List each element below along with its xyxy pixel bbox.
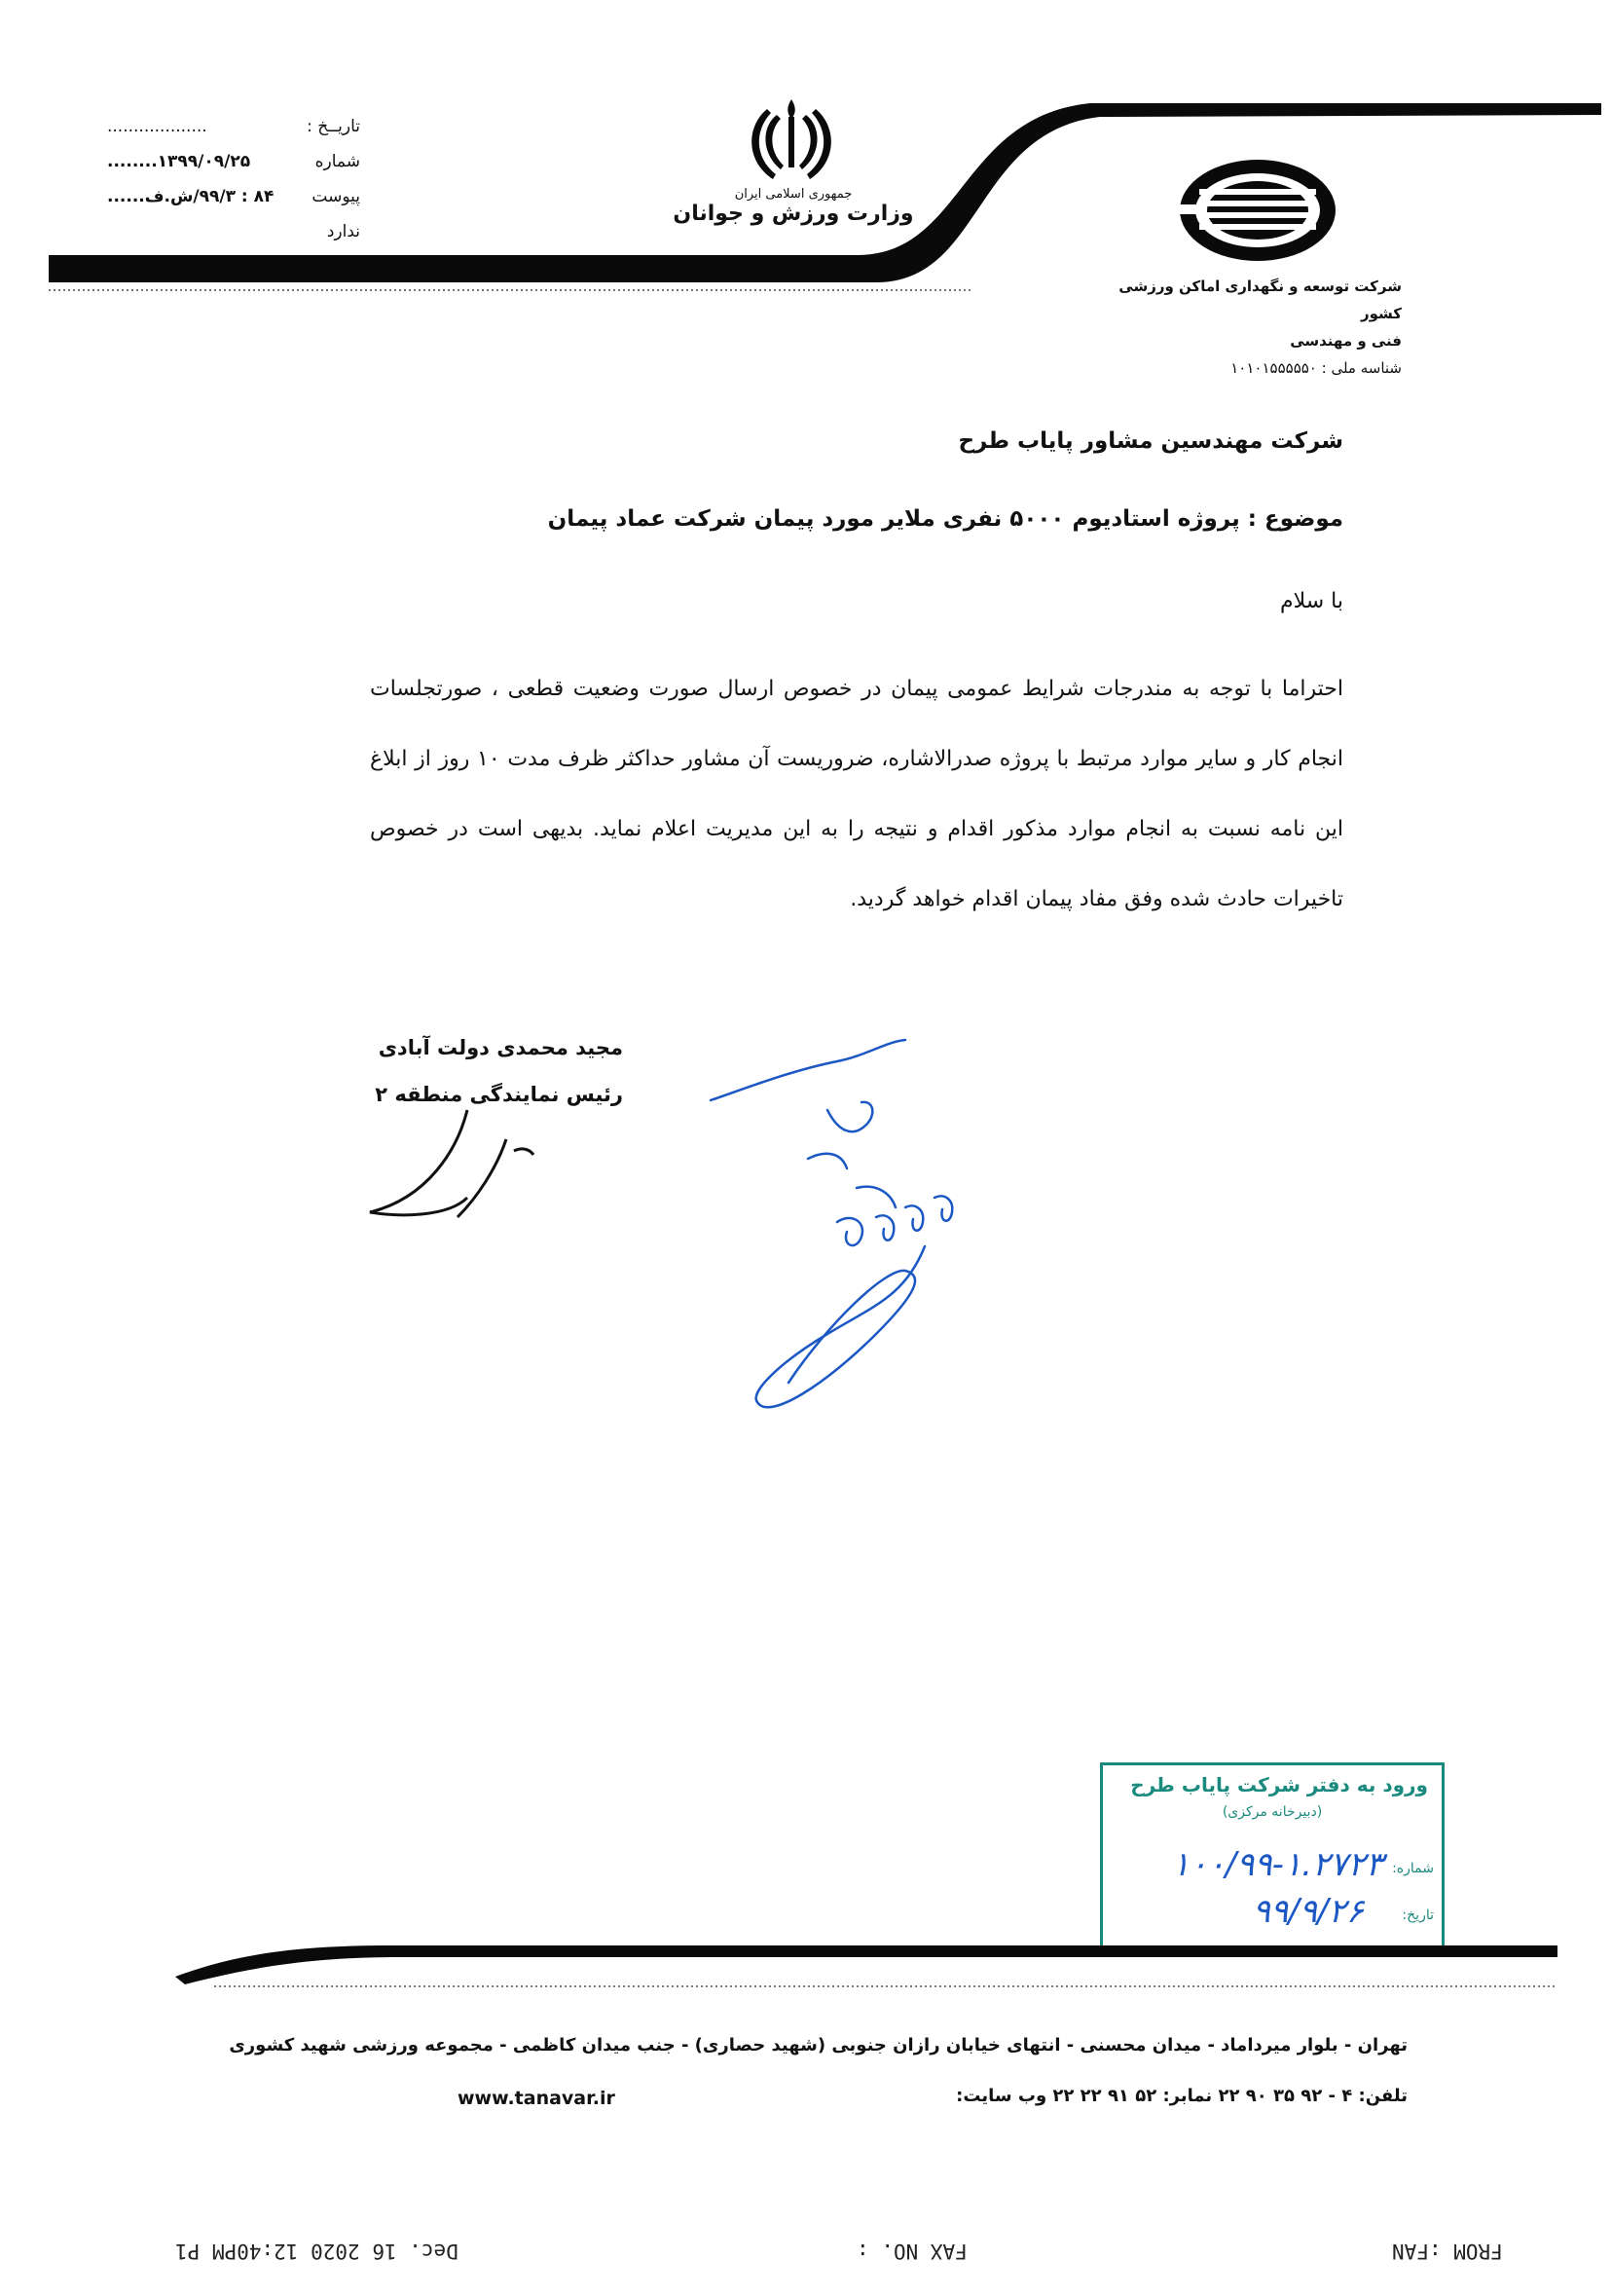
website-link[interactable]: www.tanavar.ir — [458, 2088, 615, 2109]
footer-band — [0, 1938, 1612, 2016]
company-info — [1081, 273, 1402, 382]
stamp-number-value: ۱۰۰/۹۹-۱.۲۷۲۳ — [1171, 1845, 1383, 1884]
letter-meta — [107, 109, 360, 249]
date-label: تاریــخ : — [307, 117, 360, 136]
attachment-note: ندارد — [326, 222, 360, 241]
company-department: فنی و مهندسی — [1290, 332, 1402, 350]
meta-attachment-note — [107, 214, 360, 249]
stamp-date-value: ۹۹/۹/۲۶ — [1252, 1892, 1364, 1931]
ministry-name — [672, 187, 915, 226]
stamp-number-label: شماره: — [1392, 1861, 1434, 1876]
recipient: شرکت مهندسین مشاور پایاب طرح — [958, 428, 1343, 454]
fax-date: Dec. 16 2020 12:40PM P1 — [175, 2240, 458, 2263]
contact-line — [956, 2086, 1408, 2106]
company-name: شرکت توسعه و نگهداری اماکن ورزشی کشور — [1118, 278, 1402, 322]
attachment-value: ۸۴ : ۹۹/۳/ش.ف...... — [107, 187, 275, 206]
stamp-date-label: تاریخ: — [1402, 1907, 1434, 1923]
number-value: ۱۳۹۹/۰۹/۲۵........ — [107, 152, 251, 171]
stamp-subtitle: (دبیرخانه مرکزی) — [1222, 1804, 1323, 1820]
country-name: جمهوری اسلامی ایران — [734, 187, 853, 202]
stamp-title: ورود به دفتر شرکت پایاب طرح — [1130, 1773, 1428, 1796]
handwritten-annotation — [681, 1013, 1090, 1470]
fax-from: FROM :FAN — [1392, 2240, 1503, 2263]
signer-title: رئیس نمایندگی منطقه ۲ — [375, 1083, 623, 1106]
company-address: تهران - بلوار میرداماد - میدان محسنی - انتهای خیابان رازان جنوبی (شهید حصاری) - جنب میدان کاظمی - مجموعه ورزشی شهید کشوری — [229, 2035, 1408, 2055]
company-logo-icon — [1176, 156, 1339, 265]
letter-body: احتراما با توجه به مندرجات شرایط عمومی پیمان در خصوص ارسال صورت وضعیت قطعی ، صورتجلسات انجام کار و سایر موارد مرتبط با پروژه صدرالاشاره، ضروریست آن مشاور حداکثر ظرف مدت ۱۰ روز از ابلاغ این نامه نسبت به انجام موارد مذکور اقدام و نتیجه را به این مدیریت اعلام نماید. بدیهی است در خصوص تاخیرات حادث شده وفق مفاد پیمان اقدام خواهد گردید. — [370, 677, 1343, 911]
meta-date — [107, 109, 360, 144]
meta-attachment — [107, 179, 360, 214]
iran-emblem-icon — [748, 93, 835, 183]
phone-fax: تلفن: ۴ - ۹۲ ۳۵ ۹۰ ۲۲ نمابر: ۵۲ ۹۱ ۲۲ ۲۲ وب سایت: — [956, 2086, 1408, 2106]
attachment-label: پیوست — [311, 187, 360, 206]
number-label: شماره — [314, 152, 360, 171]
meta-number — [107, 144, 360, 179]
signer-name: مجید محمدی دولت آبادی — [378, 1036, 623, 1059]
subject-line: موضوع : پروژه استادیوم ۵۰۰۰ نفری ملایر مورد پیمان شرکت عماد پیمان — [547, 506, 1343, 532]
date-value: ................... — [107, 117, 207, 136]
ministry-title: وزارت ورزش و جوانان — [673, 202, 914, 226]
company-national-id: شناسه ملی : ۱۰۱۰۱۵۵۵۵۵۰ — [1230, 359, 1402, 377]
fax-number: FAX NO. : — [857, 2240, 968, 2263]
greeting: با سلام — [1279, 589, 1343, 613]
signature-scribble — [360, 1091, 574, 1237]
received-stamp — [1100, 1762, 1445, 1949]
